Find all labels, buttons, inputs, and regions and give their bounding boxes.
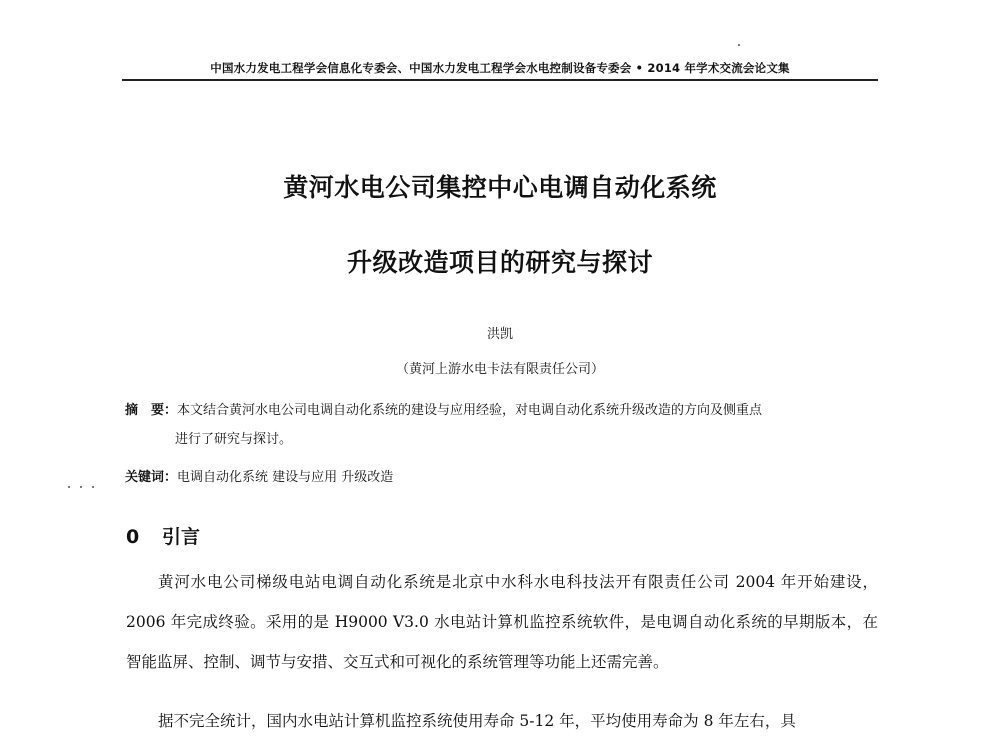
scan-speck [80, 486, 82, 488]
keywords-text: 电调自动化系统 建设与应用 升级改造 [177, 470, 394, 485]
abstract-text-line-2: 进行了研究与探讨。 [175, 432, 293, 447]
scan-speck [738, 44, 740, 46]
scan-speck [92, 486, 94, 488]
header-rule [122, 79, 878, 81]
keywords [125, 466, 393, 485]
scan-speck [68, 486, 70, 488]
paper-title-line-2: 升级改造项目的研究与探讨 [346, 248, 653, 277]
section-number: 0 [126, 526, 140, 548]
running-header: 中国水力发电工程学会信息化专委会、中国水力发电工程学会水电控制设备专委会 • 2014 年学术交流会论文集 [210, 61, 790, 75]
abstract [125, 396, 885, 454]
keywords-label: 关键词： [125, 470, 178, 485]
abstract-text-line-1: 本文结合黄河水电公司电调自动化系统的建设与应用经验，对电调自动化系统升级改造的方向及侧重点 [177, 403, 763, 418]
author-affiliation: （黄河上游水电卡法有限责任公司） [395, 362, 604, 377]
paper-title-line-1: 黄河水电公司集控中心电调自动化系统 [283, 173, 717, 202]
body-paragraph-1: 黄河水电公司梯级电站电调自动化系统是北京中水科水电科技法开有限责任公司 2004 年开始建设，2006 年完成终验。采用的是 H9000 V3.0 水电站计算机监控系统软件，是电调自动化系统的早期版本，在智能监屏、控制、调节与安措、交互式和可视化的系统管理等功能上还需完善。 [126, 573, 878, 671]
abstract-label: 摘 要： [125, 403, 178, 418]
body-paragraph-2: 据不完全统计，国内水电站计算机监控系统使用寿命 5-12 年，平均使用寿命为 8 年左右，具 [158, 712, 796, 730]
author-name: 洪凯 [486, 327, 513, 342]
section-title: 引言 [162, 526, 201, 548]
section-heading [126, 522, 200, 549]
